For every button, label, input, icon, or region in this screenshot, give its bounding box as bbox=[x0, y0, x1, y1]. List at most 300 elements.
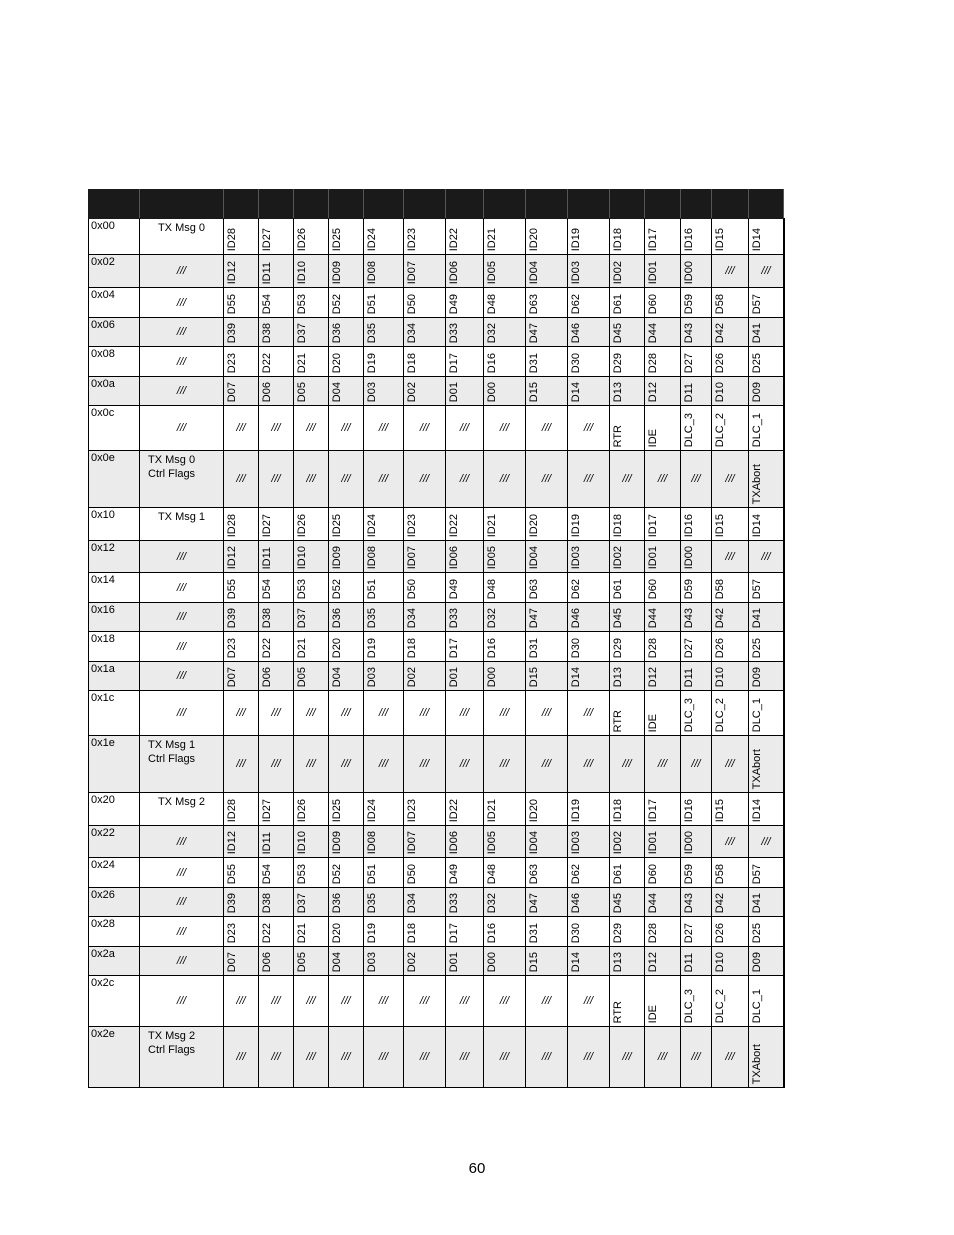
bit-cell bbox=[329, 603, 364, 632]
bit-label: ID04 bbox=[528, 260, 540, 284]
bit-cell bbox=[681, 288, 712, 318]
bit-cell bbox=[568, 288, 610, 318]
bit-cell bbox=[259, 318, 294, 347]
bit-cell bbox=[749, 573, 784, 603]
bit-label: D14 bbox=[570, 666, 582, 687]
bit-label: D55 bbox=[226, 578, 238, 599]
register-name: /// bbox=[176, 550, 187, 563]
bit-label: D26 bbox=[714, 922, 726, 943]
bit-cell bbox=[224, 255, 259, 288]
register-name: /// bbox=[176, 296, 187, 309]
address-cell: 0x24 bbox=[89, 858, 140, 888]
bit-label: ID23 bbox=[406, 227, 418, 251]
bit-cell bbox=[712, 406, 749, 451]
bit-label: D41 bbox=[751, 607, 763, 628]
bit-cell bbox=[404, 1027, 446, 1088]
bit-cell bbox=[404, 888, 446, 917]
bit-label: /// bbox=[306, 995, 316, 1007]
bit-label: /// bbox=[419, 758, 430, 770]
bit-label: ID21 bbox=[486, 513, 498, 537]
bit-label: /// bbox=[761, 265, 771, 277]
bit-label: D25 bbox=[751, 352, 763, 373]
bit-label: D06 bbox=[261, 666, 273, 687]
bit-label: D23 bbox=[226, 922, 238, 943]
bit-cell bbox=[294, 1027, 329, 1088]
bit-label: D43 bbox=[683, 892, 695, 913]
bit-cell bbox=[526, 508, 568, 541]
register-name: /// bbox=[176, 866, 187, 879]
bit-label: D20 bbox=[331, 352, 343, 373]
bit-label: /// bbox=[341, 422, 351, 434]
bit-cell bbox=[484, 406, 526, 451]
bit-cell bbox=[784, 917, 785, 947]
bit-label: D33 bbox=[448, 892, 460, 913]
bit-cell bbox=[526, 406, 568, 451]
bit-label: /// bbox=[236, 1051, 246, 1063]
bit-label: D05 bbox=[296, 666, 308, 687]
bit-label: D21 bbox=[296, 352, 308, 373]
bit-cell bbox=[404, 691, 446, 736]
bit-cell bbox=[224, 573, 259, 603]
bit-cell bbox=[749, 858, 784, 888]
bit-cell bbox=[681, 508, 712, 541]
register-name-cell bbox=[140, 377, 224, 406]
bit-label: ID19 bbox=[570, 798, 582, 822]
bit-label: /// bbox=[583, 758, 594, 770]
bit-label: ID05 bbox=[486, 545, 498, 569]
bit-cell bbox=[259, 691, 294, 736]
bit-label: ID27 bbox=[261, 798, 273, 822]
bit-cell bbox=[749, 288, 784, 318]
bit-label: /// bbox=[725, 758, 735, 770]
bit-cell bbox=[364, 451, 404, 508]
bit-label: ID26 bbox=[296, 513, 308, 537]
bit-label: ID14 bbox=[751, 513, 763, 537]
header-cell bbox=[712, 190, 749, 219]
bit-label: D19 bbox=[366, 922, 378, 943]
bit-cell bbox=[329, 917, 364, 947]
bit-cell bbox=[329, 888, 364, 917]
bit-label: D00 bbox=[486, 666, 498, 687]
header-cell bbox=[568, 190, 610, 219]
bit-label: D25 bbox=[751, 922, 763, 943]
bit-cell bbox=[681, 793, 712, 826]
address-cell: 0x2e bbox=[89, 1027, 140, 1088]
bit-cell bbox=[364, 508, 404, 541]
bit-label: D13 bbox=[612, 666, 624, 687]
bit-label: /// bbox=[271, 473, 281, 485]
bit-cell bbox=[294, 219, 329, 255]
table-row bbox=[89, 541, 785, 573]
bit-cell bbox=[568, 255, 610, 288]
bit-cell bbox=[645, 255, 681, 288]
bit-label: D44 bbox=[647, 892, 659, 913]
bit-label: D53 bbox=[296, 293, 308, 314]
bit-label: ID28 bbox=[226, 798, 238, 822]
bit-cell bbox=[446, 377, 484, 406]
bit-cell bbox=[749, 691, 784, 736]
bit-label: /// bbox=[541, 707, 552, 719]
bit-cell bbox=[610, 947, 645, 976]
bit-cell bbox=[610, 888, 645, 917]
bit-cell bbox=[712, 947, 749, 976]
bit-cell bbox=[568, 736, 610, 793]
bit-cell bbox=[568, 219, 610, 255]
bit-label: ID11 bbox=[261, 261, 273, 284]
bit-label: D47 bbox=[528, 607, 540, 628]
bit-label: TXAbort bbox=[751, 1043, 763, 1084]
register-name-cell bbox=[140, 541, 224, 573]
bit-label: D27 bbox=[683, 922, 695, 943]
bit-label: D54 bbox=[261, 293, 273, 314]
bit-label: /// bbox=[691, 1051, 701, 1063]
bit-label: /// bbox=[271, 1051, 281, 1063]
bit-cell bbox=[712, 377, 749, 406]
bit-label: D62 bbox=[570, 863, 582, 884]
bit-cell bbox=[681, 917, 712, 947]
bit-label: ID06 bbox=[448, 260, 460, 284]
table-row bbox=[89, 406, 785, 451]
address-cell: 0x22 bbox=[89, 826, 140, 858]
bit-cell bbox=[329, 255, 364, 288]
bit-cell bbox=[329, 451, 364, 508]
bit-label: ID15 bbox=[714, 513, 726, 537]
bit-cell bbox=[526, 219, 568, 255]
bit-label: ID08 bbox=[366, 260, 378, 284]
bit-cell bbox=[645, 451, 681, 508]
bit-label: /// bbox=[271, 995, 281, 1007]
bit-cell bbox=[526, 826, 568, 858]
bit-cell bbox=[568, 858, 610, 888]
table-row bbox=[89, 793, 785, 826]
bit-cell bbox=[294, 793, 329, 826]
bit-label: DLC_2 bbox=[714, 697, 726, 732]
bit-cell bbox=[749, 662, 784, 691]
bit-cell bbox=[259, 736, 294, 793]
bit-cell bbox=[294, 288, 329, 318]
bit-cell bbox=[749, 976, 784, 1027]
bit-label: D07 bbox=[226, 381, 238, 402]
bit-cell bbox=[224, 219, 259, 255]
register-name: /// bbox=[176, 422, 187, 434]
bit-label: ID25 bbox=[331, 798, 343, 822]
bit-label: /// bbox=[378, 758, 389, 770]
bit-label: D52 bbox=[331, 293, 343, 314]
bit-label: D32 bbox=[486, 607, 498, 628]
bit-cell bbox=[526, 541, 568, 573]
bit-cell bbox=[681, 691, 712, 736]
bit-label: /// bbox=[541, 758, 552, 770]
bit-cell bbox=[224, 318, 259, 347]
register-name-cell bbox=[140, 573, 224, 603]
bit-label: D37 bbox=[296, 607, 308, 628]
bit-cell bbox=[712, 1027, 749, 1088]
bit-label: ID20 bbox=[528, 227, 540, 251]
bit-cell bbox=[294, 347, 329, 377]
bit-label: /// bbox=[341, 995, 351, 1007]
bit-label: DLC_3 bbox=[683, 988, 695, 1023]
bit-cell bbox=[526, 288, 568, 318]
bit-cell bbox=[526, 858, 568, 888]
bit-label: D35 bbox=[366, 892, 378, 913]
bit-label: ID03 bbox=[570, 830, 582, 854]
bit-label: D49 bbox=[448, 293, 460, 314]
bit-label: D38 bbox=[261, 607, 273, 628]
bit-label: /// bbox=[306, 707, 316, 719]
register-name: TX Msg 0 bbox=[157, 222, 206, 234]
bit-label: D37 bbox=[296, 892, 308, 913]
bit-label: /// bbox=[725, 550, 735, 563]
bit-cell bbox=[364, 976, 404, 1027]
bit-cell bbox=[484, 947, 526, 976]
bit-label: ID25 bbox=[331, 227, 343, 251]
bit-cell bbox=[784, 288, 785, 318]
bit-label: D21 bbox=[296, 922, 308, 943]
bit-cell bbox=[645, 947, 681, 976]
bit-cell bbox=[484, 603, 526, 632]
bit-cell bbox=[784, 255, 785, 288]
bit-label: /// bbox=[583, 422, 594, 434]
bit-label: ID08 bbox=[366, 545, 378, 569]
bit-label: ID01 bbox=[647, 260, 659, 284]
bit-cell bbox=[259, 632, 294, 662]
bit-label: D32 bbox=[486, 892, 498, 913]
bit-cell bbox=[645, 691, 681, 736]
bit-label: ID21 bbox=[486, 227, 498, 251]
address-cell: 0x28 bbox=[89, 917, 140, 947]
bit-label: D31 bbox=[528, 922, 540, 943]
bit-cell bbox=[681, 451, 712, 508]
bit-label: D06 bbox=[261, 381, 273, 402]
bit-cell bbox=[259, 451, 294, 508]
bit-label: D18 bbox=[406, 922, 418, 943]
bit-label: IDE bbox=[647, 713, 659, 732]
bit-label: D39 bbox=[226, 322, 238, 343]
bit-label: D34 bbox=[406, 322, 418, 343]
bit-cell bbox=[645, 377, 681, 406]
bit-cell bbox=[784, 736, 785, 793]
register-name: /// bbox=[176, 640, 187, 653]
bit-cell bbox=[712, 603, 749, 632]
bit-label: ID07 bbox=[406, 830, 418, 854]
bit-label: /// bbox=[459, 1051, 470, 1063]
register-name-cell bbox=[140, 947, 224, 976]
bit-label: /// bbox=[271, 422, 281, 434]
bit-cell bbox=[446, 318, 484, 347]
bit-label: D50 bbox=[406, 578, 418, 599]
bit-cell bbox=[712, 858, 749, 888]
register-name: /// bbox=[176, 925, 187, 938]
bit-cell bbox=[749, 406, 784, 451]
bit-label: D59 bbox=[683, 293, 695, 314]
bit-label: ID24 bbox=[366, 513, 378, 537]
bit-label: D63 bbox=[528, 293, 540, 314]
table-row bbox=[89, 451, 785, 508]
bit-cell bbox=[329, 632, 364, 662]
bit-label: ID07 bbox=[406, 545, 418, 569]
bit-cell bbox=[712, 219, 749, 255]
bit-label: D46 bbox=[570, 607, 582, 628]
bit-cell bbox=[224, 691, 259, 736]
bit-label: D44 bbox=[647, 322, 659, 343]
register-name-cell bbox=[140, 508, 224, 541]
bit-cell bbox=[526, 1027, 568, 1088]
bit-cell bbox=[645, 347, 681, 377]
bit-cell bbox=[404, 406, 446, 451]
bit-cell bbox=[749, 347, 784, 377]
bit-label: /// bbox=[341, 473, 351, 485]
bit-cell bbox=[526, 255, 568, 288]
bit-cell bbox=[681, 603, 712, 632]
bit-cell bbox=[712, 793, 749, 826]
bit-label: ID12 bbox=[226, 830, 238, 854]
bit-label: ID27 bbox=[261, 227, 273, 251]
bit-cell bbox=[484, 347, 526, 377]
bit-cell bbox=[568, 541, 610, 573]
bit-label: ID23 bbox=[406, 798, 418, 822]
bit-cell bbox=[610, 347, 645, 377]
bit-label: D39 bbox=[226, 607, 238, 628]
bit-label: D12 bbox=[647, 666, 659, 687]
bit-label: /// bbox=[499, 1051, 510, 1063]
bit-cell bbox=[568, 347, 610, 377]
bit-cell bbox=[681, 632, 712, 662]
bit-cell bbox=[712, 318, 749, 347]
bit-cell bbox=[610, 377, 645, 406]
bit-label: ID16 bbox=[683, 798, 695, 822]
bit-cell bbox=[484, 255, 526, 288]
register-name: /// bbox=[176, 955, 187, 967]
bit-label: ID04 bbox=[528, 545, 540, 569]
bit-cell bbox=[526, 947, 568, 976]
bit-label: D20 bbox=[331, 637, 343, 658]
bit-label: D51 bbox=[366, 578, 378, 599]
bit-label: D05 bbox=[296, 951, 308, 972]
bit-cell bbox=[446, 632, 484, 662]
bit-cell bbox=[681, 1027, 712, 1088]
bit-label: D17 bbox=[448, 637, 460, 658]
bit-cell bbox=[446, 858, 484, 888]
register-name: /// bbox=[176, 835, 187, 848]
bit-label: ID24 bbox=[366, 227, 378, 251]
bit-label: D25 bbox=[751, 637, 763, 658]
bit-cell bbox=[526, 318, 568, 347]
bit-cell bbox=[224, 451, 259, 508]
table-row bbox=[89, 255, 785, 288]
bit-cell bbox=[224, 508, 259, 541]
bit-label: D01 bbox=[448, 666, 460, 687]
bit-label: ID21 bbox=[486, 798, 498, 822]
bit-label: /// bbox=[341, 1051, 351, 1063]
bit-cell bbox=[712, 573, 749, 603]
bit-label: ID15 bbox=[714, 227, 726, 251]
bit-label: D27 bbox=[683, 352, 695, 373]
bit-label: /// bbox=[583, 995, 594, 1007]
bit-cell bbox=[568, 662, 610, 691]
bit-label: D58 bbox=[714, 578, 726, 599]
bit-label: ID06 bbox=[448, 545, 460, 569]
bit-cell bbox=[749, 508, 784, 541]
register-name-cell bbox=[140, 976, 224, 1027]
bit-cell bbox=[364, 377, 404, 406]
bit-cell bbox=[526, 347, 568, 377]
bit-label: ID06 bbox=[448, 830, 460, 854]
bit-label: ID05 bbox=[486, 260, 498, 284]
bit-label: D32 bbox=[486, 322, 498, 343]
register-name: /// bbox=[176, 581, 187, 594]
table-row bbox=[89, 347, 785, 377]
bit-label: D01 bbox=[448, 951, 460, 972]
header-cell bbox=[140, 190, 224, 219]
bit-label: /// bbox=[419, 422, 430, 434]
bit-cell bbox=[568, 691, 610, 736]
bit-label: ID26 bbox=[296, 227, 308, 251]
bit-label: ID04 bbox=[528, 830, 540, 854]
bit-cell bbox=[610, 508, 645, 541]
bit-label: ID03 bbox=[570, 545, 582, 569]
bit-label: DLC_3 bbox=[683, 697, 695, 732]
bit-cell bbox=[484, 976, 526, 1027]
bit-cell bbox=[446, 288, 484, 318]
address-cell: 0x12 bbox=[89, 541, 140, 573]
bit-cell bbox=[645, 603, 681, 632]
bit-cell bbox=[484, 541, 526, 573]
bit-cell bbox=[610, 603, 645, 632]
bit-cell bbox=[610, 318, 645, 347]
register-name-cell bbox=[140, 603, 224, 632]
bit-label: D60 bbox=[647, 578, 659, 599]
bit-label: ID00 bbox=[683, 830, 695, 854]
table-row bbox=[89, 632, 785, 662]
bit-cell bbox=[526, 888, 568, 917]
bit-cell bbox=[568, 377, 610, 406]
bit-label: D12 bbox=[647, 951, 659, 972]
bit-label: D01 bbox=[448, 381, 460, 402]
bit-cell bbox=[749, 793, 784, 826]
bit-cell bbox=[364, 219, 404, 255]
bit-label: /// bbox=[541, 473, 552, 485]
bit-label: D15 bbox=[528, 381, 540, 402]
bit-label: /// bbox=[459, 422, 470, 434]
bit-cell bbox=[784, 347, 785, 377]
bit-cell bbox=[294, 603, 329, 632]
bit-cell bbox=[329, 347, 364, 377]
header-cell bbox=[446, 190, 484, 219]
bit-label: D29 bbox=[612, 352, 624, 373]
bit-cell bbox=[259, 573, 294, 603]
bit-cell bbox=[526, 976, 568, 1027]
bit-label: ID02 bbox=[612, 260, 624, 284]
bit-label: ID22 bbox=[448, 227, 460, 251]
bit-label: D60 bbox=[647, 863, 659, 884]
bit-label: D57 bbox=[751, 578, 763, 599]
bit-cell bbox=[446, 662, 484, 691]
address-cell: 0x1a bbox=[89, 662, 140, 691]
bit-cell bbox=[224, 976, 259, 1027]
bit-cell bbox=[224, 662, 259, 691]
bit-cell bbox=[364, 793, 404, 826]
bit-cell bbox=[784, 691, 785, 736]
bit-cell bbox=[784, 318, 785, 347]
bit-label: /// bbox=[541, 995, 552, 1007]
bit-cell bbox=[259, 508, 294, 541]
bit-cell bbox=[749, 917, 784, 947]
bit-label: /// bbox=[419, 1051, 430, 1063]
bit-cell bbox=[610, 858, 645, 888]
bit-cell bbox=[259, 255, 294, 288]
address-cell: 0x00 bbox=[89, 219, 140, 255]
bit-cell bbox=[224, 858, 259, 888]
